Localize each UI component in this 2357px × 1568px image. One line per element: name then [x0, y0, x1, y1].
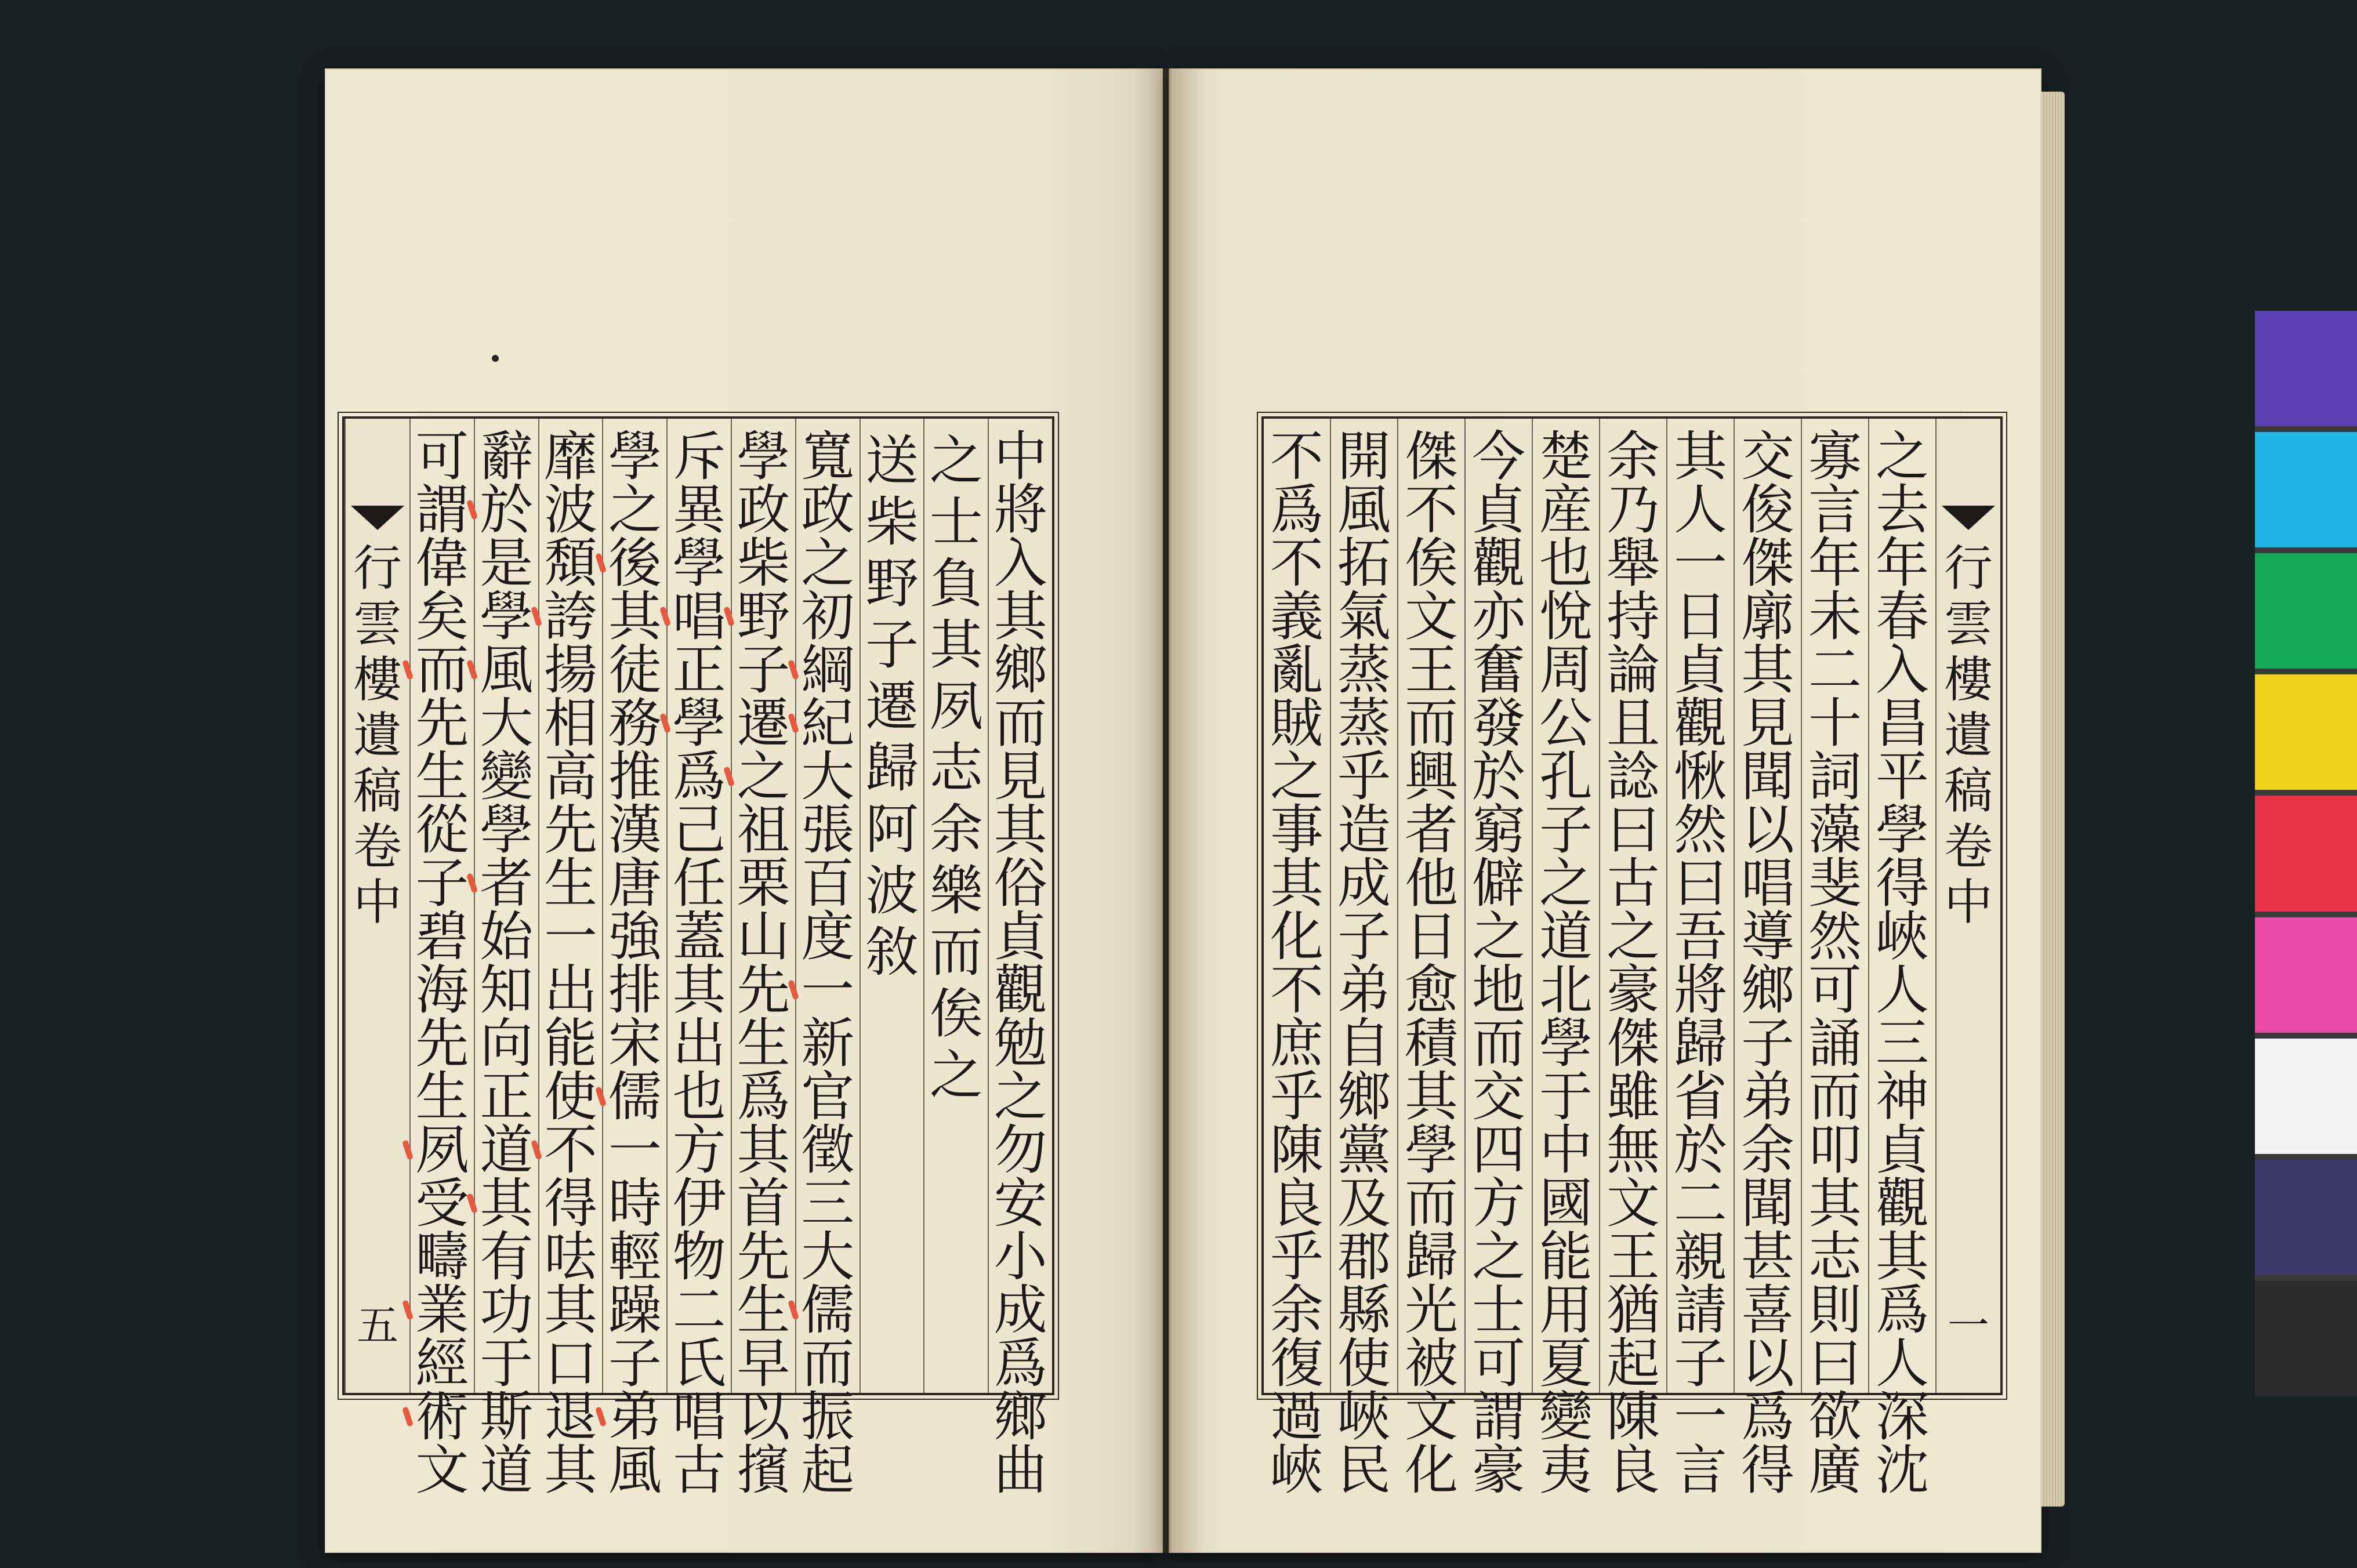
text-column: 斥 異 學 唱 正 學 爲 己 任 蓋 其 出 也 方 伊 物 二 氏 唱 古 [666, 419, 731, 1393]
color-patch [2255, 1160, 2357, 1275]
open-book [325, 68, 2041, 1553]
text-column: 學 政 柴 野 子 遷 之 祖 栗 山 先 生 爲 其 首 先 生 早 以 擯 [731, 419, 795, 1393]
text-column: 交 俊 傑 廓 其 見 聞 以 唱 導 鄉 子 弟 余 聞 甚 喜 以 爲 得 [1734, 419, 1801, 1393]
left-page [325, 68, 1163, 1553]
fishtail-mark [351, 506, 404, 530]
color-patch [2255, 553, 2357, 669]
right-page [1169, 68, 2041, 1553]
text-column: 傑 不 俟 文 王 而 興 者 他 日 愈 積 其 學 而 歸 光 被 文 化 [1397, 419, 1464, 1393]
ink-dot [492, 355, 499, 362]
text-column: 送 柴 野 子 遷 歸 阿 波 敘 [860, 419, 924, 1393]
right-text-columns [1264, 419, 2000, 1501]
text-column: 中 將 入 其 鄉 而 見 其 俗 貞 觀 勉 之 勿 安 小 成 爲 鄉 曲 [988, 419, 1052, 1393]
text-column: 辭 於 是 學 風 大 變 學 者 始 知 向 正 道 其 有 功 于 斯 道 [474, 419, 538, 1393]
header-label: 行 雲 樓 遺 稿 卷 中 [1943, 540, 1993, 931]
text-column: 其 人 一 日 貞 觀 愀 然 曰 吾 將 歸 省 於 二 親 請 子 一 言 [1666, 419, 1734, 1393]
folio-number: 一 [1947, 1301, 1989, 1350]
color-patch [2255, 1281, 2357, 1396]
text-column: 楚 産 也 悅 周 公 孔 子 之 道 北 學 于 中 國 能 用 夏 變 夷 [1532, 419, 1599, 1393]
color-patch [2255, 917, 2357, 1033]
text-column: 可 謂 偉 矣 而 先 生 從 子 碧 海 先 生 夙 受 疇 業 經 術 文 [409, 419, 474, 1393]
text-column: 之 去 年 春 入 昌 平 學 得 峽 人 三 神 貞 觀 其 爲 人 深 沈 [1868, 419, 1935, 1393]
fishtail-mark [1942, 506, 1995, 530]
folio-number: 五 [357, 1301, 399, 1350]
text-column: 寬 政 之 初 綱 紀 大 張 百 度 一 新 官 徵 三 大 儒 而 振 起 [795, 419, 860, 1393]
color-patch [2255, 1039, 2357, 1154]
book-spine [1134, 68, 1203, 1553]
text-column: 之 士 負 其 夙 志 余 樂 而 俟 之 [923, 419, 988, 1393]
header-label: 行 雲 樓 遺 稿 卷 中 [353, 540, 402, 931]
color-calibration-strip [2255, 311, 2357, 1396]
left-text-frame [342, 416, 1054, 1501]
text-column: 靡 波 頽 誇 揚 相 高 先 生 一 出 能 使 不 得 呿 其 口 退 其 [538, 419, 603, 1393]
color-patch [2255, 311, 2357, 426]
text-column: 寡 言 年 未 二 十 詞 藻 斐 然 可 誦 而 叩 其 志 則 曰 欲 廣 [1801, 419, 1868, 1393]
text-column: 余 乃 舉 持 論 且 諗 曰 古 之 豪 傑 雖 無 文 王 猶 起 陳 良 [1599, 419, 1666, 1393]
text-column: 開 風 拓 氣 蒸 蒸 乎 造 成 子 弟 自 鄉 黨 及 郡 縣 使 峽 民 [1330, 419, 1397, 1393]
color-patch [2255, 796, 2357, 911]
color-patch [2255, 674, 2357, 790]
right-text-frame [1261, 416, 2003, 1501]
left-text-columns [345, 419, 1052, 1501]
text-column: 今 貞 觀 亦 奮 發 於 窮 僻 之 地 而 交 四 方 之 士 可 謂 豪 [1464, 419, 1532, 1393]
page-edges [2041, 92, 2065, 1507]
center-column-header [345, 419, 409, 1393]
text-column: 不 爲 不 義 亂 賊 之 事 其 化 不 庶 乎 陳 良 乎 余 復 過 峽 [1270, 426, 1323, 1501]
color-patch [2255, 432, 2357, 547]
text-column: 學 之 後 其 徒 務 推 漢 唐 強 排 宋 儒 一 時 輕 躁 子 弟 風 [602, 419, 666, 1393]
center-column-header [1935, 419, 2000, 1393]
